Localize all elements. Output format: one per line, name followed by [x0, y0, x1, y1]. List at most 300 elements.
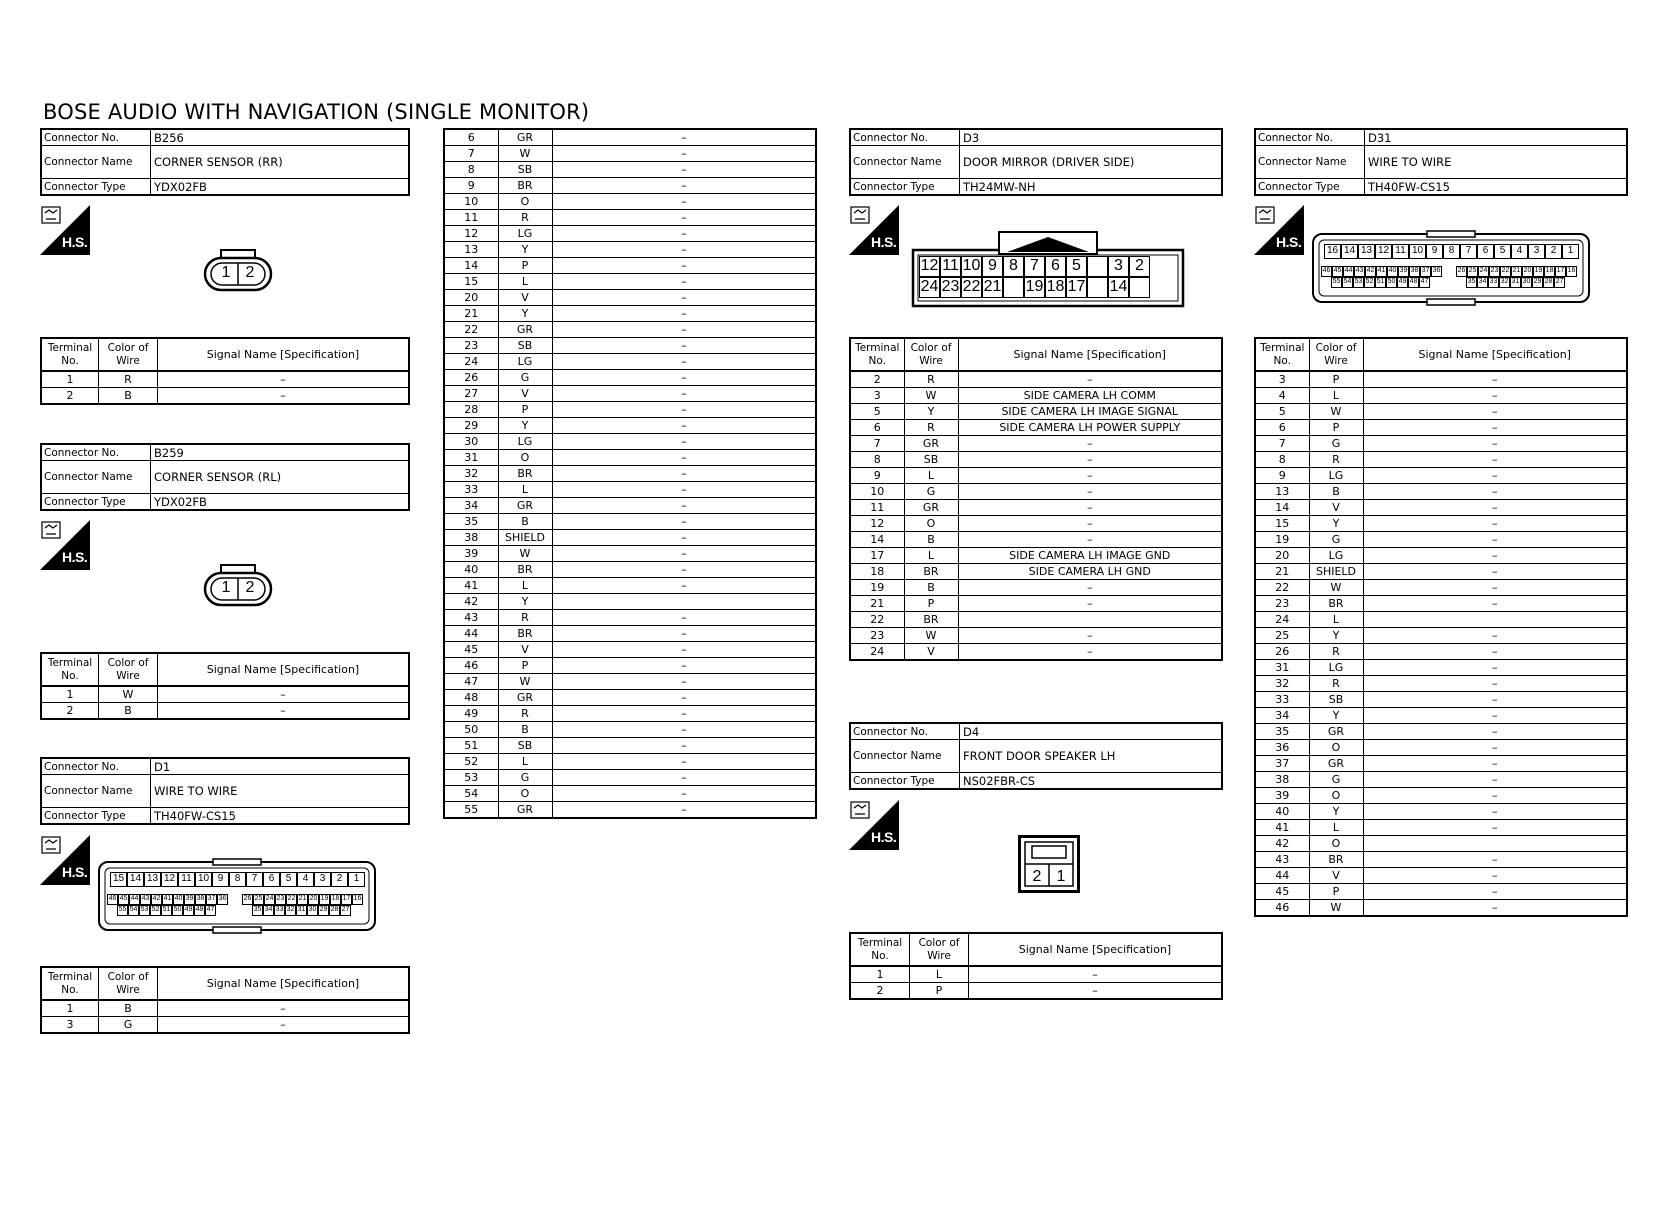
connector-b256-pin-table	[40, 337, 410, 405]
hs-icon	[40, 520, 90, 570]
wire-color-cell: BR	[904, 564, 958, 580]
pin-label: 2	[245, 579, 255, 596]
signal-name-cell: –	[958, 484, 1222, 500]
terminal-no-cell: 49	[444, 706, 498, 722]
pin-cell: 35	[252, 905, 263, 916]
connector-no-value: B256	[151, 129, 410, 146]
signal-name-cell: –	[1363, 788, 1627, 804]
connector-name-label: Connector Name	[850, 146, 960, 179]
table-row	[850, 388, 1222, 404]
table-row	[1255, 500, 1627, 516]
signal-name-cell: –	[552, 674, 816, 690]
terminal-no-cell: 11	[850, 500, 904, 516]
terminal-no-cell: 21	[850, 596, 904, 612]
terminal-no-cell: 9	[850, 468, 904, 484]
terminal-no-cell: 23	[444, 338, 498, 354]
table-row	[444, 466, 816, 482]
wire-color-cell: GR	[498, 322, 552, 338]
wire-color-cell: L	[498, 578, 552, 594]
connector-name-value: FRONT DOOR SPEAKER LH	[960, 740, 1223, 773]
connector-d3-pin-table	[849, 337, 1223, 661]
color-of-wire-header: Color of Wire	[910, 933, 969, 966]
pin-cell: 36	[217, 894, 228, 905]
terminal-no-cell: 18	[850, 564, 904, 580]
wire-color-cell: L	[904, 548, 958, 564]
signal-name-cell: –	[1363, 468, 1627, 484]
table-row	[444, 162, 816, 178]
wire-color-cell: O	[498, 450, 552, 466]
pin-cell: 10	[1409, 244, 1426, 259]
wire-color-cell: Y	[498, 306, 552, 322]
wire-color-cell: R	[1309, 676, 1363, 692]
terminal-no-cell: 7	[850, 436, 904, 452]
signal-name-cell	[552, 594, 816, 610]
wire-color-cell: SHIELD	[1309, 564, 1363, 580]
signal-name-cell: –	[1363, 644, 1627, 660]
pin-cell: 7	[1024, 256, 1045, 277]
table-row: 2 B –	[41, 388, 409, 405]
table-row	[444, 129, 816, 146]
terminal-no-cell: 22	[1255, 580, 1309, 596]
pin-cell: 33	[274, 905, 285, 916]
pin-cell: 30	[307, 905, 318, 916]
terminal-no-cell: 19	[1255, 532, 1309, 548]
terminal-no-cell: 38	[444, 530, 498, 546]
pin-cell: 8	[1003, 256, 1024, 277]
table-row: 1 R –	[41, 371, 409, 388]
connector-type-value: TH40FW-CS15	[151, 808, 410, 825]
table-row: 1 B –	[41, 1000, 409, 1017]
signal-name-cell: –	[1363, 900, 1627, 917]
signal-name-cell: –	[552, 514, 816, 530]
terminal-no-cell: 26	[444, 370, 498, 386]
table-row	[444, 626, 816, 642]
wire-color-cell: GR	[498, 498, 552, 514]
terminal-no-cell: 54	[444, 786, 498, 802]
pin-cell: 43	[140, 894, 151, 905]
color-of-wire-header: Color of Wire	[99, 967, 158, 1000]
connector-type-value: TH40FW-CS15	[1365, 179, 1628, 196]
signal-name-cell: –	[552, 274, 816, 290]
connector-type-value: YDX02FB	[151, 179, 410, 196]
wire-color-cell: BR	[1309, 852, 1363, 868]
signal-name-cell: –	[1363, 628, 1627, 644]
signal-name-cell: –	[552, 642, 816, 658]
table-row	[444, 258, 816, 274]
table-row	[444, 530, 816, 546]
terminal-no-cell: 22	[444, 322, 498, 338]
connector-no-label: Connector No.	[41, 758, 151, 775]
wire-color-cell: GR	[1309, 724, 1363, 740]
signal-name-cell: –	[552, 162, 816, 178]
pin-cell: 27	[340, 905, 351, 916]
signal-name-cell: –	[1363, 484, 1627, 500]
terminal-no-cell: 36	[1255, 740, 1309, 756]
pin-cell: 6	[263, 872, 280, 887]
table-row	[444, 706, 816, 722]
table-row	[850, 404, 1222, 420]
table-row	[1255, 692, 1627, 708]
pin-cell: 3	[1108, 256, 1129, 277]
pin-cell: 39	[184, 894, 195, 905]
wire-color-cell: BR	[1309, 596, 1363, 612]
table-row	[850, 564, 1222, 580]
wire-color-cell: GR	[904, 436, 958, 452]
connector-name-label: Connector Name	[41, 775, 151, 808]
wire-color-cell: O	[904, 516, 958, 532]
connector-d1-face	[97, 858, 377, 934]
pin-cell: 51	[1375, 277, 1386, 288]
terminal-no-cell: 2	[850, 371, 904, 388]
connector-name-label: Connector Name	[1255, 146, 1365, 179]
wire-color-cell: P	[498, 658, 552, 674]
table-row	[444, 802, 816, 819]
wire-color-cell: R	[904, 420, 958, 436]
table-row: 1 W –	[41, 686, 409, 703]
table-row	[1255, 436, 1627, 452]
wire-color-cell: L	[1309, 612, 1363, 628]
signal-name-cell: –	[552, 626, 816, 642]
signal-name-cell: –	[552, 578, 816, 594]
wire-color-cell: P	[498, 402, 552, 418]
pin-cell	[1129, 277, 1150, 298]
wire-color-cell: W	[1309, 580, 1363, 596]
table-row: 3 G –	[41, 1017, 409, 1034]
wire-color-cell: SHIELD	[498, 530, 552, 546]
table-row	[1255, 820, 1627, 836]
signal-name-cell: –	[552, 754, 816, 770]
pin-cell: 46	[1321, 266, 1332, 277]
pin-cell: 18	[1544, 266, 1555, 277]
terminal-no-header: Terminal No.	[850, 338, 904, 371]
pin-cell: 51	[161, 905, 172, 916]
signal-name-cell: –	[1363, 804, 1627, 820]
signal-name-cell: –	[552, 129, 816, 146]
terminal-no-cell: 17	[850, 548, 904, 564]
wire-color-cell: LG	[1309, 468, 1363, 484]
signal-name-cell: –	[1363, 532, 1627, 548]
table-row	[1255, 788, 1627, 804]
wire-color-cell: G	[1309, 436, 1363, 452]
pin-cell: 5	[1494, 244, 1511, 259]
wire-color-cell: R	[1309, 452, 1363, 468]
terminal-no-cell: 50	[444, 722, 498, 738]
signal-name-cell: –	[552, 610, 816, 626]
terminal-no-cell: 12	[850, 516, 904, 532]
pin-cell: 54	[128, 905, 139, 916]
pin-cell: 19	[1024, 277, 1045, 298]
table-row	[444, 690, 816, 706]
wire-color-cell: Y	[904, 404, 958, 420]
signal-name-cell: –	[552, 786, 816, 802]
table-row	[444, 306, 816, 322]
pin-cell: 18	[1045, 277, 1066, 298]
table-row	[1255, 388, 1627, 404]
pin-cell: 11	[940, 256, 961, 277]
table-row	[444, 434, 816, 450]
hs-icon	[40, 205, 90, 255]
wire-color-cell: GR	[498, 690, 552, 706]
table-row	[850, 371, 1222, 388]
pin-cell: 11	[178, 872, 195, 887]
table-row	[1255, 804, 1627, 820]
table-row	[1255, 596, 1627, 612]
table-row	[1255, 628, 1627, 644]
connector-type-label: Connector Type	[1255, 179, 1365, 196]
terminal-no-cell: 41	[444, 578, 498, 594]
pin-cell: 18	[330, 894, 341, 905]
wire-color-cell: B	[904, 532, 958, 548]
wire-color-cell: GR	[498, 802, 552, 819]
pin-cell: 48	[194, 905, 205, 916]
wire-color-cell: W	[498, 546, 552, 562]
pin-cell: 31	[1510, 277, 1521, 288]
wire-color-cell: P	[498, 258, 552, 274]
pin-cell: 45	[1332, 266, 1343, 277]
terminal-no-cell: 23	[850, 628, 904, 644]
pin-cell: 13	[1358, 244, 1375, 259]
signal-name-cell: –	[552, 658, 816, 674]
pin-cell: 9	[1426, 244, 1443, 259]
signal-name-cell: –	[1363, 516, 1627, 532]
connector-type-value: NS02FBR-CS	[960, 773, 1223, 790]
terminal-no-header: Terminal No.	[41, 653, 99, 686]
pin-cell: 41	[162, 894, 173, 905]
pin-label: 1	[221, 579, 231, 596]
signal-name-cell: –	[958, 644, 1222, 661]
wire-color-cell: L	[904, 468, 958, 484]
wire-color-cell: W	[904, 628, 958, 644]
signal-name-cell: –	[1363, 884, 1627, 900]
signal-name-header: Signal Name [Specification]	[158, 338, 410, 371]
pin-cell: 22	[961, 277, 982, 298]
signal-name-cell: –	[1363, 692, 1627, 708]
signal-name-cell: –	[1363, 756, 1627, 772]
wire-color-cell: B	[498, 514, 552, 530]
wire-color-cell: W	[498, 146, 552, 162]
pin-cell: 12	[161, 872, 178, 887]
pin-cell: 45	[118, 894, 129, 905]
table-row	[850, 516, 1222, 532]
pin-cell: 41	[1376, 266, 1387, 277]
table-row	[444, 322, 816, 338]
table-row	[444, 194, 816, 210]
terminal-no-cell: 41	[1255, 820, 1309, 836]
pin-cell: 12	[919, 256, 940, 277]
terminal-no-cell: 5	[850, 404, 904, 420]
terminal-no-cell: 24	[444, 354, 498, 370]
signal-name-cell: –	[552, 690, 816, 706]
pin-cell: 43	[1354, 266, 1365, 277]
terminal-no-cell: 8	[1255, 452, 1309, 468]
table-row	[1255, 580, 1627, 596]
pin-cell: 14	[1108, 277, 1129, 298]
terminal-no-cell: 6	[1255, 420, 1309, 436]
terminal-no-cell: 34	[444, 498, 498, 514]
pin-cell	[1087, 256, 1108, 277]
table-row	[1255, 404, 1627, 420]
wire-color-cell: P	[1309, 420, 1363, 436]
pin-label: 2	[1032, 868, 1042, 885]
terminal-no-cell: 38	[1255, 772, 1309, 788]
terminal-no-cell: 21	[1255, 564, 1309, 580]
hs-label: H.S.	[871, 829, 897, 845]
signal-name-cell: SIDE CAMERA LH COMM	[958, 388, 1222, 404]
signal-name-cell: –	[1363, 436, 1627, 452]
wire-color-cell: LG	[498, 434, 552, 450]
connector-name-label: Connector Name	[41, 146, 151, 179]
signal-name-cell	[1363, 612, 1627, 628]
connector-d1-info	[40, 757, 410, 825]
terminal-no-cell: 44	[1255, 868, 1309, 884]
signal-name-cell: –	[958, 628, 1222, 644]
terminal-no-cell: 43	[444, 610, 498, 626]
terminal-no-cell: 39	[1255, 788, 1309, 804]
signal-name-cell: –	[958, 532, 1222, 548]
connector-d31-face	[1311, 230, 1591, 306]
table-row	[1255, 532, 1627, 548]
signal-name-cell: –	[552, 562, 816, 578]
connector-no-value: D3	[960, 129, 1223, 146]
terminal-no-cell: 14	[850, 532, 904, 548]
pin-cell: 28	[1543, 277, 1554, 288]
terminal-no-cell: 35	[444, 514, 498, 530]
wire-color-cell: Y	[1309, 628, 1363, 644]
pin-cell: 44	[1343, 266, 1354, 277]
terminal-no-cell: 20	[1255, 548, 1309, 564]
signal-name-cell: –	[552, 706, 816, 722]
pin-cell: 2	[331, 872, 348, 887]
pin-cell: 31	[296, 905, 307, 916]
terminal-no-cell: 8	[444, 162, 498, 178]
pin-cell: 10	[961, 256, 982, 277]
table-row	[444, 562, 816, 578]
connector-d3-info	[849, 128, 1223, 196]
terminal-no-cell: 19	[850, 580, 904, 596]
signal-name-cell: –	[1363, 371, 1627, 388]
table-row	[850, 452, 1222, 468]
pin-cell: 8	[1443, 244, 1460, 259]
terminal-no-cell: 24	[850, 644, 904, 661]
signal-name-cell: –	[1363, 500, 1627, 516]
page-title: BOSE AUDIO WITH NAVIGATION (SINGLE MONITOR)	[43, 100, 590, 124]
signal-name-cell: –	[1363, 548, 1627, 564]
terminal-no-cell: 31	[444, 450, 498, 466]
terminal-no-cell: 35	[1255, 724, 1309, 740]
terminal-no-cell: 47	[444, 674, 498, 690]
table-row	[444, 482, 816, 498]
table-row	[1255, 724, 1627, 740]
pin-cell: 24	[1478, 266, 1489, 277]
table-row	[444, 578, 816, 594]
signal-name-cell: –	[1363, 852, 1627, 868]
signal-name-cell: –	[552, 354, 816, 370]
terminal-no-cell: 34	[1255, 708, 1309, 724]
connector-d31-pin-table	[1254, 337, 1628, 917]
table-row	[1255, 548, 1627, 564]
pin-cell: 38	[1409, 266, 1420, 277]
pin-cell: 53	[139, 905, 150, 916]
signal-name-cell: –	[1363, 564, 1627, 580]
table-row	[444, 498, 816, 514]
pin-cell: 23	[1489, 266, 1500, 277]
wire-color-cell: SB	[904, 452, 958, 468]
table-row	[850, 468, 1222, 484]
color-of-wire-header: Color of Wire	[99, 653, 158, 686]
wire-color-cell: L	[1309, 820, 1363, 836]
wire-color-cell: P	[904, 596, 958, 612]
signal-name-cell: –	[552, 226, 816, 242]
connector-type-value: TH24MW-NH	[960, 179, 1223, 196]
connector-no-value: D1	[151, 758, 410, 775]
pin-label: 1	[1056, 868, 1066, 885]
pin-cell: 28	[329, 905, 340, 916]
terminal-no-cell: 37	[1255, 756, 1309, 772]
pin-cell: 21	[982, 277, 1003, 298]
signal-name-header: Signal Name [Specification]	[969, 933, 1223, 966]
table-row	[1255, 564, 1627, 580]
pin-cell: 50	[1386, 277, 1397, 288]
signal-name-cell: –	[552, 722, 816, 738]
pin-cell: 40	[173, 894, 184, 905]
terminal-no-cell: 4	[1255, 388, 1309, 404]
table-row	[1255, 772, 1627, 788]
terminal-no-cell: 27	[444, 386, 498, 402]
table-row	[444, 242, 816, 258]
color-of-wire-header: Color of Wire	[99, 338, 158, 371]
wire-color-cell: W	[904, 388, 958, 404]
table-row	[850, 580, 1222, 596]
signal-name-cell: –	[552, 306, 816, 322]
signal-name-cell: –	[552, 418, 816, 434]
table-row	[1255, 852, 1627, 868]
connector-b256-face	[203, 248, 275, 298]
connector-no-value: D31	[1365, 129, 1628, 146]
pin-cell: 23	[940, 277, 961, 298]
terminal-no-cell: 43	[1255, 852, 1309, 868]
table-row	[1255, 756, 1627, 772]
connector-no-value: D4	[960, 723, 1223, 740]
terminal-no-cell: 24	[1255, 612, 1309, 628]
wire-color-cell: O	[1309, 836, 1363, 852]
pin-cell: 47	[1419, 277, 1430, 288]
pin-cell: 8	[229, 872, 246, 887]
connector-d1-pin-table	[40, 966, 410, 1034]
pin-cell: 35	[1466, 277, 1477, 288]
wire-color-cell: G	[1309, 772, 1363, 788]
pin-cell: 19	[319, 894, 330, 905]
pin-cell: 16	[352, 894, 363, 905]
pin-cell: 34	[1477, 277, 1488, 288]
connector-type-value: YDX02FB	[151, 494, 410, 511]
connector-no-label: Connector No.	[41, 129, 151, 146]
pin-cell: 38	[195, 894, 206, 905]
pin-cell: 5	[1066, 256, 1087, 277]
table-row	[850, 628, 1222, 644]
connector-b259-face	[203, 563, 275, 613]
pin-cell: 47	[205, 905, 216, 916]
wire-color-cell: V	[498, 642, 552, 658]
connector-name-value: CORNER SENSOR (RL)	[151, 461, 410, 494]
connector-d4-pin-table	[849, 932, 1223, 1000]
pin-cell: 13	[144, 872, 161, 887]
terminal-no-header: Terminal No.	[41, 967, 99, 1000]
signal-name-header: Signal Name [Specification]	[158, 653, 410, 686]
signal-name-cell: –	[1363, 452, 1627, 468]
terminal-no-cell: 12	[444, 226, 498, 242]
connector-name-value: DOOR MIRROR (DRIVER SIDE)	[960, 146, 1223, 179]
table-row	[444, 674, 816, 690]
